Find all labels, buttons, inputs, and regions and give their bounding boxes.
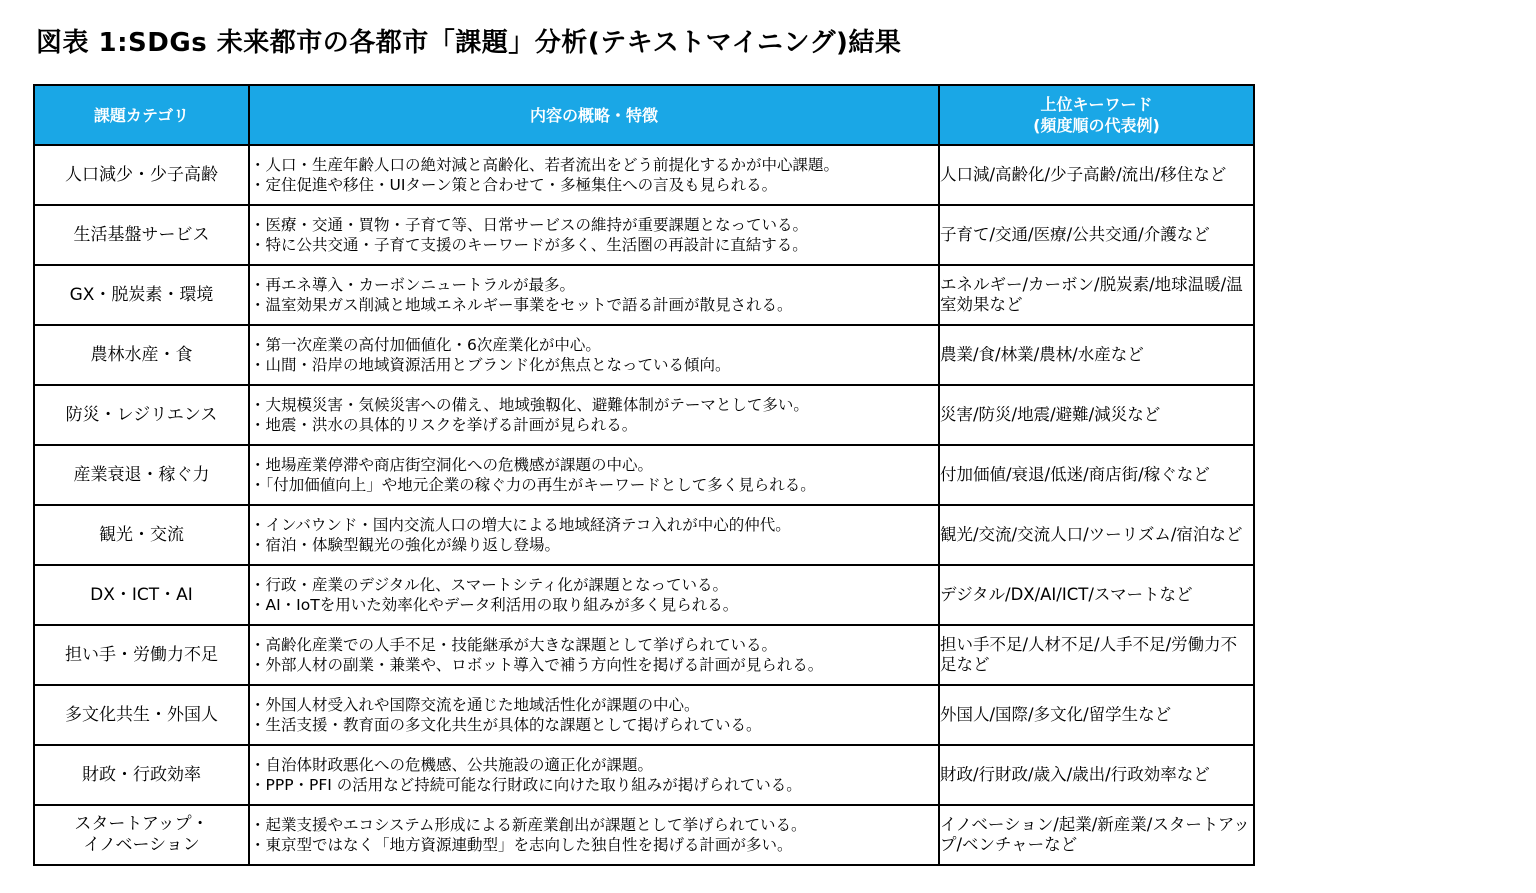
summary-line: ・行政・産業のデジタル化、スマートシティ化が課題となっている。 <box>250 576 729 594</box>
summary-line: ・地震・洪水の具体的リスクを挙げる計画が見られる。 <box>250 416 638 434</box>
table-row <box>34 745 1254 805</box>
keywords-cell: 付加価値/衰退/低迷/商店街/稼ぐなど <box>939 445 1254 505</box>
header-category: 課題カテゴリ <box>34 85 249 145</box>
summary-line: ・山間・沿岸の地域資源活用とブランド化が焦点となっている傾向。 <box>250 356 731 374</box>
summary-line: ・インバウンド・国内交流人口の増大による地域経済テコ入れが中心的仲代。 <box>250 516 791 534</box>
summary-cell <box>249 325 939 385</box>
header-keywords-line2: (頻度順の代表例) <box>1033 116 1160 135</box>
category-cell: 多文化共生・外国人 <box>34 685 249 745</box>
keywords-cell: イノベーション/起業/新産業/スタートアップ/ベンチャーなど <box>939 805 1254 865</box>
figure-title: 図表 1:SDGs 未来都市の各都市「課題」分析(テキストマイニング)結果 <box>36 28 902 58</box>
summary-line: ・第一次産業の高付加価値化・6次産業化が中心。 <box>250 336 601 354</box>
summary-line: ・医療・交通・買物・子育て等、日常サービスの維持が重要課題となっている。 <box>250 216 809 234</box>
summary-line: ・大規模災害・気候災害への備え、地域強靱化、避難体制がテーマとして多い。 <box>250 396 809 414</box>
table-row <box>34 205 1254 265</box>
category-cell: 防災・レジリエンス <box>34 385 249 445</box>
keywords-cell: デジタル/DX/AI/ICT/スマートなど <box>939 565 1254 625</box>
category-cell: 産業衰退・稼ぐ力 <box>34 445 249 505</box>
table-row <box>34 625 1254 685</box>
issues-table <box>33 84 1255 866</box>
table-row <box>34 265 1254 325</box>
summary-cell <box>249 805 939 865</box>
summary-line: ・東京型ではなく「地方資源連動型」を志向した独自性を掲げる計画が多い。 <box>250 836 793 854</box>
summary-cell <box>249 145 939 205</box>
keywords-cell: 財政/行財政/歳入/歳出/行政効率など <box>939 745 1254 805</box>
summary-cell <box>249 445 939 505</box>
summary-cell <box>249 505 939 565</box>
summary-line: ・人口・生産年齢人口の絶対減と高齢化、若者流出をどう前提化するかが中心課題。 <box>250 156 840 174</box>
summary-cell <box>249 625 939 685</box>
table-row <box>34 145 1254 205</box>
summary-cell <box>249 205 939 265</box>
keywords-cell: 観光/交流/交流人口/ツーリズム/宿泊など <box>939 505 1254 565</box>
table-row <box>34 325 1254 385</box>
category-cell: 観光・交流 <box>34 505 249 565</box>
keywords-cell: 外国人/国際/多文化/留学生など <box>939 685 1254 745</box>
header-summary: 内容の概略・特徴 <box>249 85 939 145</box>
summary-line: ・生活支援・教育面の多文化共生が具体的な課題として掲げられている。 <box>250 716 762 734</box>
summary-cell <box>249 685 939 745</box>
table-header-row <box>34 85 1254 145</box>
category-cell: 財政・行政効率 <box>34 745 249 805</box>
summary-line: ・外国人材受入れや国際交流を通じた地域活性化が課題の中心。 <box>250 696 700 714</box>
table-row <box>34 505 1254 565</box>
category-cell <box>34 805 249 865</box>
table-row <box>34 565 1254 625</box>
summary-line: ・外部人材の副業・兼業や、ロボット導入で補う方向性を掲げる計画が見られる。 <box>250 656 824 674</box>
keywords-cell: エネルギー/カーボン/脱炭素/地球温暖/温室効果など <box>939 265 1254 325</box>
category-cell: 担い手・労働力不足 <box>34 625 249 685</box>
table-row <box>34 445 1254 505</box>
category-cell: 農林水産・食 <box>34 325 249 385</box>
summary-line: ・温室効果ガス削減と地域エネルギー事業をセットで語る計画が散見される。 <box>250 296 793 314</box>
summary-line: ・高齢化産業での人手不足・技能継承が大きな課題として挙げられている。 <box>250 636 778 654</box>
header-keywords <box>939 85 1254 145</box>
summary-line: ・AI・IoTを用いた効率化やデータ利活用の取り組みが多く見られる。 <box>250 596 739 614</box>
summary-cell <box>249 565 939 625</box>
summary-line: ・定住促進や移住・UIターン策と合わせて・多極集住への言及も見られる。 <box>250 176 778 194</box>
summary-line: ・特に公共交通・子育て支援のキーワードが多く、生活圏の再設計に直結する。 <box>250 236 808 254</box>
category-cell: GX・脱炭素・環境 <box>34 265 249 325</box>
summary-line: ・再エネ導入・カーボンニュートラルが最多。 <box>250 276 576 294</box>
summary-line: ・地場産業停滞や商店街空洞化への危機感が課題の中心。 <box>250 456 654 474</box>
keywords-cell: 災害/防災/地震/避難/減災など <box>939 385 1254 445</box>
summary-cell <box>249 265 939 325</box>
summary-cell <box>249 745 939 805</box>
table-row <box>34 685 1254 745</box>
keywords-cell: 人口減/高齢化/少子高齢/流出/移住など <box>939 145 1254 205</box>
category-line: イノベーション <box>83 835 200 855</box>
header-keywords-line1: 上位キーワード <box>1040 95 1153 114</box>
category-cell: DX・ICT・AI <box>34 565 249 625</box>
summary-line: ・「付加価値向上」や地元企業の稼ぐ力の再生がキーワードとして多く見られる。 <box>250 476 816 494</box>
summary-line: ・自治体財政悪化への危機感、公共施設の適正化が課題。 <box>250 756 654 774</box>
category-cell: 人口減少・少子高齢 <box>34 145 249 205</box>
summary-line: ・起業支援やエコシステム形成による新産業創出が課題として挙げられている。 <box>250 816 807 834</box>
summary-line: ・宿泊・体験型観光の強化が繰り返し登場。 <box>250 536 561 554</box>
category-line: スタートアップ・ <box>74 814 209 834</box>
summary-line: ・PPP・PFI の活用など持続可能な行財政に向けた取り組みが掲げられている。 <box>250 776 802 794</box>
summary-cell <box>249 385 939 445</box>
category-cell: 生活基盤サービス <box>34 205 249 265</box>
table-row <box>34 385 1254 445</box>
keywords-cell: 子育て/交通/医療/公共交通/介護など <box>939 205 1254 265</box>
keywords-cell: 担い手不足/人材不足/人手不足/労働力不足など <box>939 625 1254 685</box>
table-row <box>34 805 1254 865</box>
keywords-cell: 農業/食/林業/農林/水産など <box>939 325 1254 385</box>
